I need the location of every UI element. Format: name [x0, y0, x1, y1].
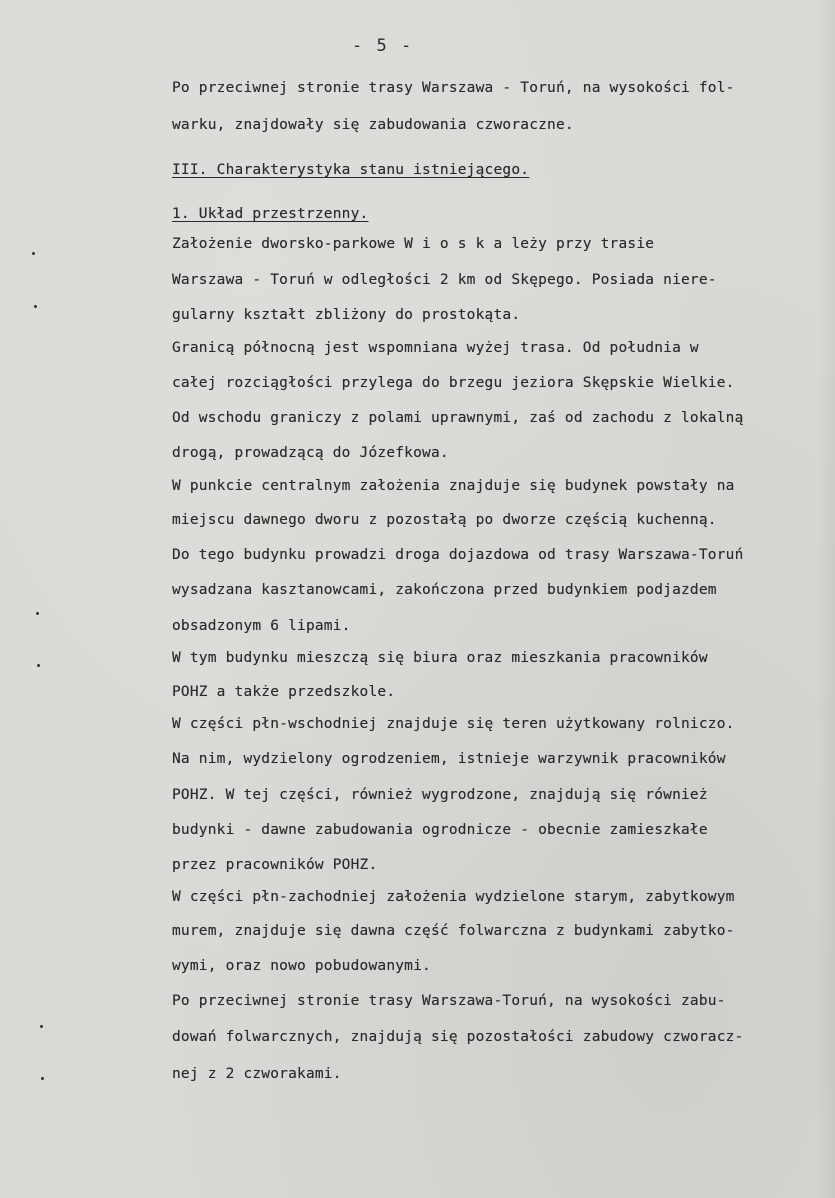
- text-line-12: W punkcie centralnym założenia znajduje się budynek powstały na: [172, 478, 735, 494]
- text-line-20: Na nim, wydzielony ogrodzeniem, istnieje warzywnik pracowników: [172, 751, 726, 767]
- text-line-6: Warszawa - Toruń w odległości 2 km od Skępego. Posiada niere-: [172, 272, 717, 288]
- page-number: - 5 -: [352, 36, 414, 56]
- text-line-11: drogą, prowadzącą do Józefkowa.: [172, 445, 449, 461]
- text-line-5: Założenie dworsko-parkowe W i o s k a leży przy trasie: [172, 236, 655, 252]
- text-line-18: POHZ a także przedszkole.: [172, 684, 396, 700]
- text-line-19: W części płn-wschodniej znajduje się teren użytkowany rolniczo.: [172, 716, 735, 732]
- margin-mark: [41, 1077, 44, 1080]
- text-line-9: całej rozciągłości przylega do brzegu jeziora Skępskie Wielkie.: [172, 375, 735, 391]
- text-line-2: warku, znajdowały się zabudowania czworaczne.: [172, 117, 574, 133]
- text-line-17: W tym budynku mieszczą się biura oraz mieszkania pracowników: [172, 650, 708, 666]
- text-line-7: gularny kształt zbliżony do prostokąta.: [172, 307, 521, 323]
- margin-mark: [32, 252, 35, 255]
- subsection-heading: 1. Układ przestrzenny.: [172, 206, 369, 222]
- text-line-25: murem, znajduje się dawna część folwarczna z budynkami zabytko-: [172, 923, 735, 939]
- text-line-16: obsadzonym 6 lipami.: [172, 618, 351, 634]
- margin-mark: [34, 305, 37, 308]
- margin-mark: [36, 612, 39, 615]
- text-line-27: Po przeciwnej stronie trasy Warszawa-Toruń, na wysokości zabu-: [172, 993, 726, 1009]
- text-line-1: Po przeciwnej stronie trasy Warszawa - Toruń, na wysokości fol-: [172, 80, 735, 96]
- text-line-26: wymi, oraz nowo pobudowanymi.: [172, 958, 431, 974]
- text-line-14: Do tego budynku prowadzi droga dojazdowa od trasy Warszawa-Toruń: [172, 547, 744, 563]
- section-heading: III. Charakterystyka stanu istniejącego.: [172, 162, 530, 178]
- page-edge-shadow: [817, 0, 835, 1198]
- margin-mark: [37, 664, 40, 667]
- text-line-22: budynki - dawne zabudowania ogrodnicze - obecnie zamieszkałe: [172, 822, 708, 838]
- text-line-10: Od wschodu graniczy z polami uprawnymi, zaś od zachodu z lokalną: [172, 410, 744, 426]
- margin-mark: [40, 1025, 43, 1028]
- text-line-28: dowań folwarcznych, znajdują się pozostałości zabudowy czworacz-: [172, 1029, 744, 1045]
- text-line-13: miejscu dawnego dworu z pozostałą po dworze częścią kuchenną.: [172, 512, 717, 528]
- text-line-15: wysadzana kasztanowcami, zakończona przed budynkiem podjazdem: [172, 582, 717, 598]
- text-line-8: Granicą północną jest wspomniana wyżej trasa. Od południa w: [172, 340, 699, 356]
- text-line-21: POHZ. W tej części, również wygrodzone, znajdują się również: [172, 787, 708, 803]
- text-line-24: W części płn-zachodniej założenia wydzielone starym, zabytkowym: [172, 889, 735, 905]
- text-line-23: przez pracowników POHZ.: [172, 857, 378, 873]
- text-line-29: nej z 2 czworakami.: [172, 1066, 342, 1082]
